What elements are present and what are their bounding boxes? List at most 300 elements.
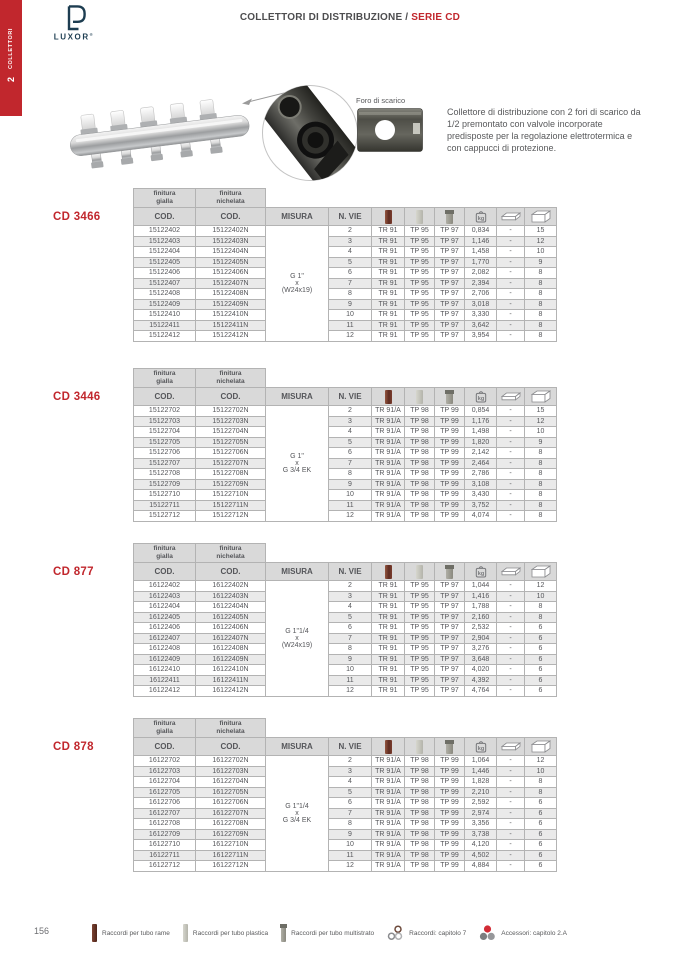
cod-nichelata-cell: 15122708N <box>196 469 266 480</box>
box-qty-cell: 10 <box>525 427 557 438</box>
carton-box-icon <box>531 390 551 403</box>
tr-fitting-cell: TR 91 <box>372 289 405 300</box>
carton-box-icon <box>531 740 551 753</box>
tp-fitting-cell: TP 98 <box>405 469 435 480</box>
box-qty-cell: 6 <box>525 623 557 634</box>
col-header-multilayer-tube-icon <box>435 563 465 581</box>
box-qty-cell: 6 <box>525 675 557 686</box>
accessory-cell: - <box>497 623 525 634</box>
luxor-logo-text: LUXOR® <box>53 32 95 42</box>
box-qty-cell: 6 <box>525 654 557 665</box>
tp-fitting-cell: TP 99 <box>435 500 465 511</box>
tp-fitting-cell: TP 98 <box>405 427 435 438</box>
table-row <box>134 257 557 268</box>
tp-fitting-cell: TP 95 <box>405 320 435 331</box>
cod-nichelata-cell: 15122707N <box>196 458 266 469</box>
tr-fitting-cell: TR 91/A <box>372 861 405 872</box>
table-row <box>134 766 557 777</box>
cod-gialla-cell: 15122708 <box>134 469 196 480</box>
cod-nichelata-cell: 16122710N <box>196 840 266 851</box>
header-spacer <box>266 369 557 388</box>
accessory-cell: - <box>497 427 525 438</box>
multilayer-tube-icon <box>446 390 453 404</box>
cod-gialla-cell: 16122711 <box>134 850 196 861</box>
table-row <box>134 469 557 480</box>
legend-label: Raccordi per tubo plastica <box>192 929 269 937</box>
table-row <box>134 633 557 644</box>
tp-fitting-cell: TP 97 <box>435 581 465 592</box>
col-header-accessory-tray-icon <box>497 208 525 226</box>
box-qty-cell: 8 <box>525 458 557 469</box>
accessory-cell: - <box>497 416 525 427</box>
product-section-cd-877 <box>53 543 557 697</box>
tr-fitting-cell: TR 91 <box>372 633 405 644</box>
weight-kg-cell: 1,446 <box>465 766 497 777</box>
table-row <box>134 278 557 289</box>
weight-kg-cell: 2,904 <box>465 633 497 644</box>
col-header-accessory-tray-icon <box>497 738 525 756</box>
copper-tube-icon <box>385 390 392 404</box>
finitura-header-row <box>134 544 557 563</box>
box-qty-cell: 10 <box>525 591 557 602</box>
tp-fitting-cell: TP 99 <box>435 829 465 840</box>
box-qty-cell: 8 <box>525 602 557 613</box>
tp-fitting-cell: TP 97 <box>435 331 465 342</box>
header-spacer <box>266 719 557 738</box>
header-spacer <box>266 189 557 208</box>
cod-gialla-cell: 16122710 <box>134 840 196 851</box>
table-row <box>134 331 557 342</box>
weight-kg-cell: 2,464 <box>465 458 497 469</box>
tr-fitting-cell: TR 91 <box>372 654 405 665</box>
box-qty-cell: 8 <box>525 490 557 501</box>
catalog-table-cd-877 <box>133 543 557 697</box>
n-vie-cell: 9 <box>329 829 372 840</box>
col-header-weight-kg-icon <box>465 563 497 581</box>
n-vie-cell: 6 <box>329 623 372 634</box>
tp-fitting-cell: TP 95 <box>405 299 435 310</box>
col-header-misura: MISURA <box>266 208 329 226</box>
tp-fitting-cell: TP 98 <box>405 829 435 840</box>
product-section-cd-878 <box>53 718 557 872</box>
legend-label: Accessori: capitolo 2.A <box>501 929 568 937</box>
weight-kg-cell: 0,854 <box>465 406 497 417</box>
box-qty-cell: 8 <box>525 331 557 342</box>
cod-nichelata-cell: 16122704N <box>196 777 266 788</box>
cod-nichelata-cell: 16122705N <box>196 787 266 798</box>
tp-fitting-cell: TP 99 <box>435 416 465 427</box>
tp-fitting-cell: TP 97 <box>435 612 465 623</box>
col-header-accessory-tray-icon <box>497 388 525 406</box>
tr-fitting-cell: TR 91 <box>372 591 405 602</box>
table-row <box>134 511 557 522</box>
box-qty-cell: 8 <box>525 448 557 459</box>
tp-fitting-cell: TP 98 <box>405 787 435 798</box>
box-qty-cell: 12 <box>525 756 557 767</box>
tp-fitting-cell: TP 98 <box>405 511 435 522</box>
box-qty-cell: 12 <box>525 236 557 247</box>
cod-nichelata-cell: 15122712N <box>196 511 266 522</box>
tr-fitting-cell: TR 91 <box>372 226 405 237</box>
accessory-cell: - <box>497 511 525 522</box>
tp-fitting-cell: TP 97 <box>435 644 465 655</box>
cod-nichelata-cell: 15122705N <box>196 437 266 448</box>
cod-gialla-cell: 15122707 <box>134 458 196 469</box>
tp-fitting-cell: TP 95 <box>405 623 435 634</box>
cod-nichelata-cell: 15122702N <box>196 406 266 417</box>
legend-label: Raccordi per tubo multistrato <box>291 929 375 937</box>
cod-gialla-cell: 16122402 <box>134 581 196 592</box>
cod-gialla-cell: 15122409 <box>134 299 196 310</box>
weight-kg-icon <box>475 565 487 578</box>
legend-item <box>92 924 170 942</box>
cod-nichelata-cell: 16122410N <box>196 665 266 676</box>
accessory-cell: - <box>497 777 525 788</box>
cod-nichelata-cell: 16122409N <box>196 654 266 665</box>
n-vie-cell: 4 <box>329 602 372 613</box>
box-qty-cell: 6 <box>525 633 557 644</box>
accessory-cell: - <box>497 289 525 300</box>
table-row <box>134 299 557 310</box>
table-row <box>134 268 557 279</box>
box-qty-cell: 6 <box>525 644 557 655</box>
table-row <box>134 458 557 469</box>
tp-fitting-cell: TP 99 <box>435 490 465 501</box>
tp-fitting-cell: TP 99 <box>435 458 465 469</box>
weight-kg-cell: 4,392 <box>465 675 497 686</box>
misura-value: G 1"1/4 x (W24x19) <box>266 581 329 697</box>
tp-fitting-cell: TP 97 <box>435 226 465 237</box>
tp-fitting-cell: TP 99 <box>435 766 465 777</box>
accessory-cell: - <box>497 469 525 480</box>
box-qty-cell: 8 <box>525 612 557 623</box>
weight-kg-cell: 0,834 <box>465 226 497 237</box>
table-row <box>134 226 557 237</box>
tp-fitting-cell: TP 97 <box>435 654 465 665</box>
tr-fitting-cell: TR 91 <box>372 644 405 655</box>
tp-fitting-cell: TP 97 <box>435 602 465 613</box>
n-vie-cell: 10 <box>329 840 372 851</box>
weight-kg-cell: 2,974 <box>465 808 497 819</box>
tr-fitting-cell: TR 91 <box>372 320 405 331</box>
col-header-weight-kg-icon <box>465 208 497 226</box>
tp-fitting-cell: TP 95 <box>405 289 435 300</box>
n-vie-cell: 6 <box>329 268 372 279</box>
multilayer-tube-icon <box>446 210 453 224</box>
cod-gialla-cell: 16122705 <box>134 787 196 798</box>
multilayer-tube-icon <box>446 565 453 579</box>
cod-nichelata-cell: 16122405N <box>196 612 266 623</box>
column-header-row <box>134 208 557 226</box>
col-header-carton-box-icon <box>525 563 557 581</box>
col-header-multilayer-tube-icon <box>435 208 465 226</box>
box-qty-cell: 6 <box>525 840 557 851</box>
tr-fitting-cell: TR 91/A <box>372 511 405 522</box>
col-header-n-vie: N. VIE <box>329 388 372 406</box>
tp-fitting-cell: TP 95 <box>405 644 435 655</box>
table-row <box>134 665 557 676</box>
weight-kg-cell: 1,820 <box>465 437 497 448</box>
weight-kg-cell: 1,416 <box>465 591 497 602</box>
tr-fitting-cell: TR 91/A <box>372 756 405 767</box>
tp-fitting-cell: TP 97 <box>435 665 465 676</box>
cod-gialla-cell: 15122408 <box>134 289 196 300</box>
table-row <box>134 247 557 258</box>
table-row <box>134 448 557 459</box>
weight-kg-cell: 4,120 <box>465 840 497 851</box>
table-row <box>134 829 557 840</box>
n-vie-cell: 2 <box>329 226 372 237</box>
copper-tube-icon <box>385 210 392 224</box>
cod-gialla-cell: 15122407 <box>134 278 196 289</box>
col-header-accessory-tray-icon <box>497 563 525 581</box>
cod-gialla-cell: 15122411 <box>134 320 196 331</box>
box-qty-cell: 6 <box>525 686 557 697</box>
accessory-cell: - <box>497 787 525 798</box>
accessory-tray-icon <box>501 742 521 752</box>
col-header-carton-box-icon <box>525 388 557 406</box>
accessory-cell: - <box>497 448 525 459</box>
col-header-cod-gialla: COD. <box>134 388 196 406</box>
accessory-cell: - <box>497 331 525 342</box>
table-row <box>134 675 557 686</box>
tp-fitting-cell: TP 97 <box>435 591 465 602</box>
weight-kg-cell: 2,394 <box>465 278 497 289</box>
tp-fitting-cell: TP 98 <box>405 777 435 788</box>
cod-nichelata-cell: 15122409N <box>196 299 266 310</box>
chapter-label: COLLETTORI <box>8 27 14 70</box>
cod-nichelata-cell: 15122403N <box>196 236 266 247</box>
multilayer-tube-icon <box>446 740 453 754</box>
n-vie-cell: 11 <box>329 320 372 331</box>
n-vie-cell: 8 <box>329 819 372 830</box>
detail-magnifier-photo <box>261 84 359 182</box>
tp-fitting-cell: TP 97 <box>435 633 465 644</box>
accessory-cell: - <box>497 310 525 321</box>
col-header-plastic-tube-icon <box>405 208 435 226</box>
table-row <box>134 808 557 819</box>
box-qty-cell: 8 <box>525 469 557 480</box>
cod-nichelata-cell: 15122710N <box>196 490 266 501</box>
table-row <box>134 798 557 809</box>
table-row <box>134 756 557 767</box>
cod-gialla-cell: 16122707 <box>134 808 196 819</box>
table-row <box>134 850 557 861</box>
accessory-cell: - <box>497 654 525 665</box>
cod-nichelata-cell: 15122402N <box>196 226 266 237</box>
finitura-header-row <box>134 369 557 388</box>
n-vie-cell: 7 <box>329 808 372 819</box>
col-header-copper-tube-icon <box>372 208 405 226</box>
chapter-number: 2 <box>6 77 16 83</box>
n-vie-cell: 8 <box>329 469 372 480</box>
product-description: Collettore di distribuzione con 2 fori di scarico da 1/2 premontato con valvole incorporate predisposte per la regolazione elettrotermica e con cappucci di protezione. <box>447 107 641 154</box>
box-qty-cell: 6 <box>525 819 557 830</box>
n-vie-cell: 10 <box>329 310 372 321</box>
tr-fitting-cell: TR 91/A <box>372 829 405 840</box>
cod-nichelata-cell: 16122703N <box>196 766 266 777</box>
accessory-cell: - <box>497 840 525 851</box>
weight-kg-cell: 4,502 <box>465 850 497 861</box>
tp-fitting-cell: TP 97 <box>435 268 465 279</box>
finitura-gialla-header: finitura gialla <box>134 719 196 738</box>
cod-nichelata-cell: 16122707N <box>196 808 266 819</box>
finitura-gialla-header: finitura gialla <box>134 544 196 563</box>
table-row <box>134 310 557 321</box>
cod-nichelata-cell: 16122708N <box>196 819 266 830</box>
tp-fitting-cell: TP 99 <box>435 469 465 480</box>
weight-kg-icon <box>475 390 487 403</box>
tp-fitting-cell: TP 97 <box>435 320 465 331</box>
tp-fitting-cell: TP 97 <box>435 289 465 300</box>
n-vie-cell: 5 <box>329 612 372 623</box>
tp-fitting-cell: TP 98 <box>405 756 435 767</box>
box-qty-cell: 6 <box>525 808 557 819</box>
cod-nichelata-cell: 16122702N <box>196 756 266 767</box>
table-row <box>134 787 557 798</box>
weight-kg-cell: 4,764 <box>465 686 497 697</box>
accessory-cell: - <box>497 581 525 592</box>
svg-text:kg: kg <box>477 216 484 222</box>
accessory-cell: - <box>497 766 525 777</box>
tp-fitting-cell: TP 95 <box>405 602 435 613</box>
tp-fitting-cell: TP 95 <box>405 331 435 342</box>
legend-label: Raccordi: capitolo 7 <box>409 929 467 937</box>
accessory-cell: - <box>497 490 525 501</box>
chapter-sidebar <box>0 0 22 116</box>
tr-fitting-cell: TR 91/A <box>372 808 405 819</box>
cod-nichelata-cell: 15122408N <box>196 289 266 300</box>
n-vie-cell: 12 <box>329 511 372 522</box>
tp-fitting-cell: TP 99 <box>435 819 465 830</box>
finitura-header-row <box>134 189 557 208</box>
tr-fitting-cell: TR 91/A <box>372 766 405 777</box>
cod-gialla-cell: 15122403 <box>134 236 196 247</box>
tp-fitting-cell: TP 97 <box>435 686 465 697</box>
box-qty-cell: 10 <box>525 766 557 777</box>
weight-kg-cell: 2,706 <box>465 289 497 300</box>
cod-gialla-cell: 15122402 <box>134 226 196 237</box>
rings-icon <box>387 925 404 941</box>
accessory-cell: - <box>497 320 525 331</box>
accessory-cell: - <box>497 665 525 676</box>
box-qty-cell: 15 <box>525 406 557 417</box>
n-vie-cell: 4 <box>329 247 372 258</box>
tr-fitting-cell: TR 91 <box>372 236 405 247</box>
product-code-title: CD 3466 <box>53 211 101 223</box>
col-header-misura: MISURA <box>266 563 329 581</box>
weight-kg-cell: 3,018 <box>465 299 497 310</box>
tr-fitting-cell: TR 91/A <box>372 479 405 490</box>
tr-fitting-cell: TR 91 <box>372 268 405 279</box>
col-header-carton-box-icon <box>525 738 557 756</box>
tr-fitting-cell: TR 91/A <box>372 787 405 798</box>
tp-fitting-cell: TP 97 <box>435 675 465 686</box>
cod-gialla-cell: 16122408 <box>134 644 196 655</box>
n-vie-cell: 11 <box>329 850 372 861</box>
accessory-tray-icon <box>501 567 521 577</box>
weight-kg-cell: 1,770 <box>465 257 497 268</box>
cod-gialla-cell: 15122711 <box>134 500 196 511</box>
n-vie-cell: 10 <box>329 665 372 676</box>
col-header-copper-tube-icon <box>372 388 405 406</box>
n-vie-cell: 2 <box>329 406 372 417</box>
col-header-n-vie: N. VIE <box>329 563 372 581</box>
table-row <box>134 686 557 697</box>
cod-gialla-cell: 16122412 <box>134 686 196 697</box>
finitura-nichelata-header: finitura nichelata <box>196 369 266 388</box>
n-vie-cell: 5 <box>329 257 372 268</box>
cod-nichelata-cell: 15122711N <box>196 500 266 511</box>
cod-nichelata-cell: 15122406N <box>196 268 266 279</box>
weight-kg-cell: 2,532 <box>465 623 497 634</box>
page-title <box>22 12 678 23</box>
tp-fitting-cell: TP 95 <box>405 236 435 247</box>
box-qty-cell: 8 <box>525 299 557 310</box>
box-qty-cell: 8 <box>525 310 557 321</box>
legend-item <box>387 925 466 941</box>
cod-gialla-cell: 16122404 <box>134 602 196 613</box>
tp-fitting-cell: TP 95 <box>405 278 435 289</box>
tp-fitting-cell: TP 97 <box>435 247 465 258</box>
accessory-cell: - <box>497 479 525 490</box>
n-vie-cell: 7 <box>329 633 372 644</box>
table-row <box>134 612 557 623</box>
cod-gialla-cell: 16122706 <box>134 798 196 809</box>
catalog-table-cd-3446 <box>133 368 557 522</box>
weight-kg-cell: 2,160 <box>465 612 497 623</box>
accessory-cell: - <box>497 633 525 644</box>
col-header-cod-nichelata: COD. <box>196 208 266 226</box>
cod-gialla-cell: 16122709 <box>134 829 196 840</box>
tp-fitting-cell: TP 95 <box>405 633 435 644</box>
tr-fitting-cell: TR 91 <box>372 310 405 321</box>
table-row <box>134 289 557 300</box>
product-section-cd-3446 <box>53 368 557 522</box>
n-vie-cell: 6 <box>329 448 372 459</box>
tp-fitting-cell: TP 95 <box>405 686 435 697</box>
cod-gialla-cell: 16122702 <box>134 756 196 767</box>
tp-fitting-cell: TP 99 <box>435 808 465 819</box>
n-vie-cell: 4 <box>329 777 372 788</box>
n-vie-cell: 12 <box>329 861 372 872</box>
manifold-photo <box>64 96 256 180</box>
cod-gialla-cell: 15122410 <box>134 310 196 321</box>
n-vie-cell: 3 <box>329 591 372 602</box>
box-qty-cell: 8 <box>525 511 557 522</box>
box-qty-cell: 15 <box>525 226 557 237</box>
tp-fitting-cell: TP 98 <box>405 861 435 872</box>
cod-nichelata-cell: 16122712N <box>196 861 266 872</box>
tp-fitting-cell: TP 99 <box>435 427 465 438</box>
cod-gialla-cell: 15122702 <box>134 406 196 417</box>
cod-nichelata-cell: 16122411N <box>196 675 266 686</box>
n-vie-cell: 2 <box>329 756 372 767</box>
column-header-row <box>134 738 557 756</box>
column-header-row <box>134 563 557 581</box>
weight-kg-cell: 3,330 <box>465 310 497 321</box>
cod-nichelata-cell: 15122704N <box>196 427 266 438</box>
cod-nichelata-cell: 15122703N <box>196 416 266 427</box>
tp-fitting-cell: TP 99 <box>435 511 465 522</box>
finitura-nichelata-header: finitura nichelata <box>196 544 266 563</box>
cod-nichelata-cell: 16122408N <box>196 644 266 655</box>
accessory-cell: - <box>497 236 525 247</box>
cod-nichelata-cell: 15122410N <box>196 310 266 321</box>
chapter-sidebar-text <box>6 28 16 82</box>
col-header-carton-box-icon <box>525 208 557 226</box>
weight-kg-cell: 1,498 <box>465 427 497 438</box>
